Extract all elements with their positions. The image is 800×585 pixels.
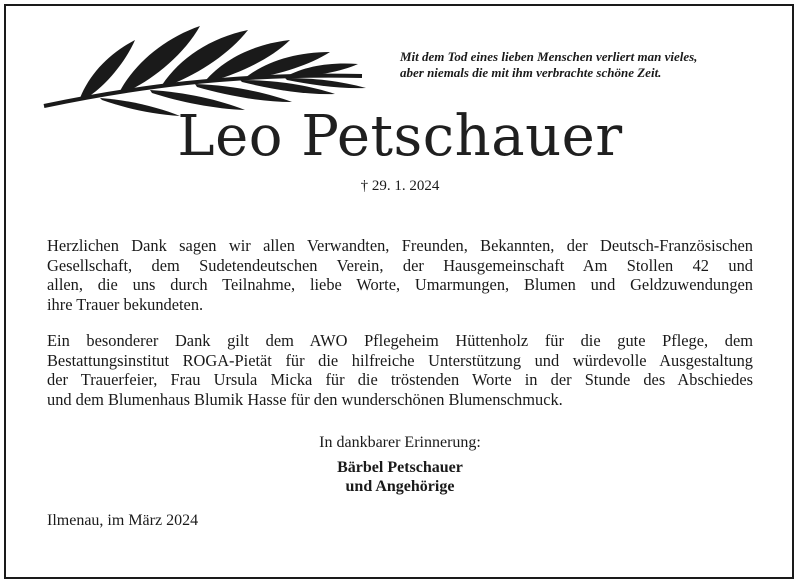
signers	[0, 458, 800, 496]
signer-line: und Angehörige	[345, 478, 455, 495]
paragraph-line: allen, die uns durch Teilnahme, liebe Worte, Umarmungen, Blumen und Geldzuwendungen	[47, 275, 753, 294]
quote	[400, 49, 780, 81]
thanks-paragraph	[47, 236, 753, 314]
paragraph-line: und dem Blumenhaus Blumik Hasse für den wunderschönen Blumenschmuck.	[47, 389, 563, 409]
paragraph-line: Ein besonderer Dank gilt dem AWO Pflegeheim Hüttenholz für die gute Pflege, dem	[47, 331, 753, 350]
paragraph-line: Gesellschaft, dem Sudetendeutschen Verein, der Hausgemeinschaft Am Stollen 42 und	[47, 255, 753, 275]
deceased-name: Leo Petschauer	[177, 104, 623, 169]
closing-phrase: In dankbarer Erinnerung:	[319, 434, 481, 451]
place-date: Ilmenau, im März 2024	[47, 512, 199, 529]
paragraph-line: der Trauerfeier, Frau Ursula Micka für die tröstenden Worte in der Stunde des Abschiedes	[47, 370, 753, 389]
paragraph-line: Herzlichen Dank sagen wir allen Verwandten, Freunden, Bekannten, der Deutsch-Französischen	[47, 236, 753, 255]
paragraph-line: Bestattungsinstitut ROGA-Pietät für die hilfreiche Unterstützung und würdevolle Ausgestaltung	[47, 350, 753, 370]
quote-line: Mit dem Tod eines lieben Menschen verliert man vieles,	[400, 49, 698, 64]
special-thanks-paragraph	[47, 331, 753, 409]
paragraph-line: ihre Trauer bekundeten.	[47, 294, 204, 314]
death-date: † 29. 1. 2024	[360, 178, 440, 194]
palm-branch-icon	[40, 18, 370, 118]
quote-line: aber niemals die mit ihm verbrachte schöne Zeit.	[400, 65, 662, 80]
signer-line: Bärbel Petschauer	[337, 459, 463, 476]
